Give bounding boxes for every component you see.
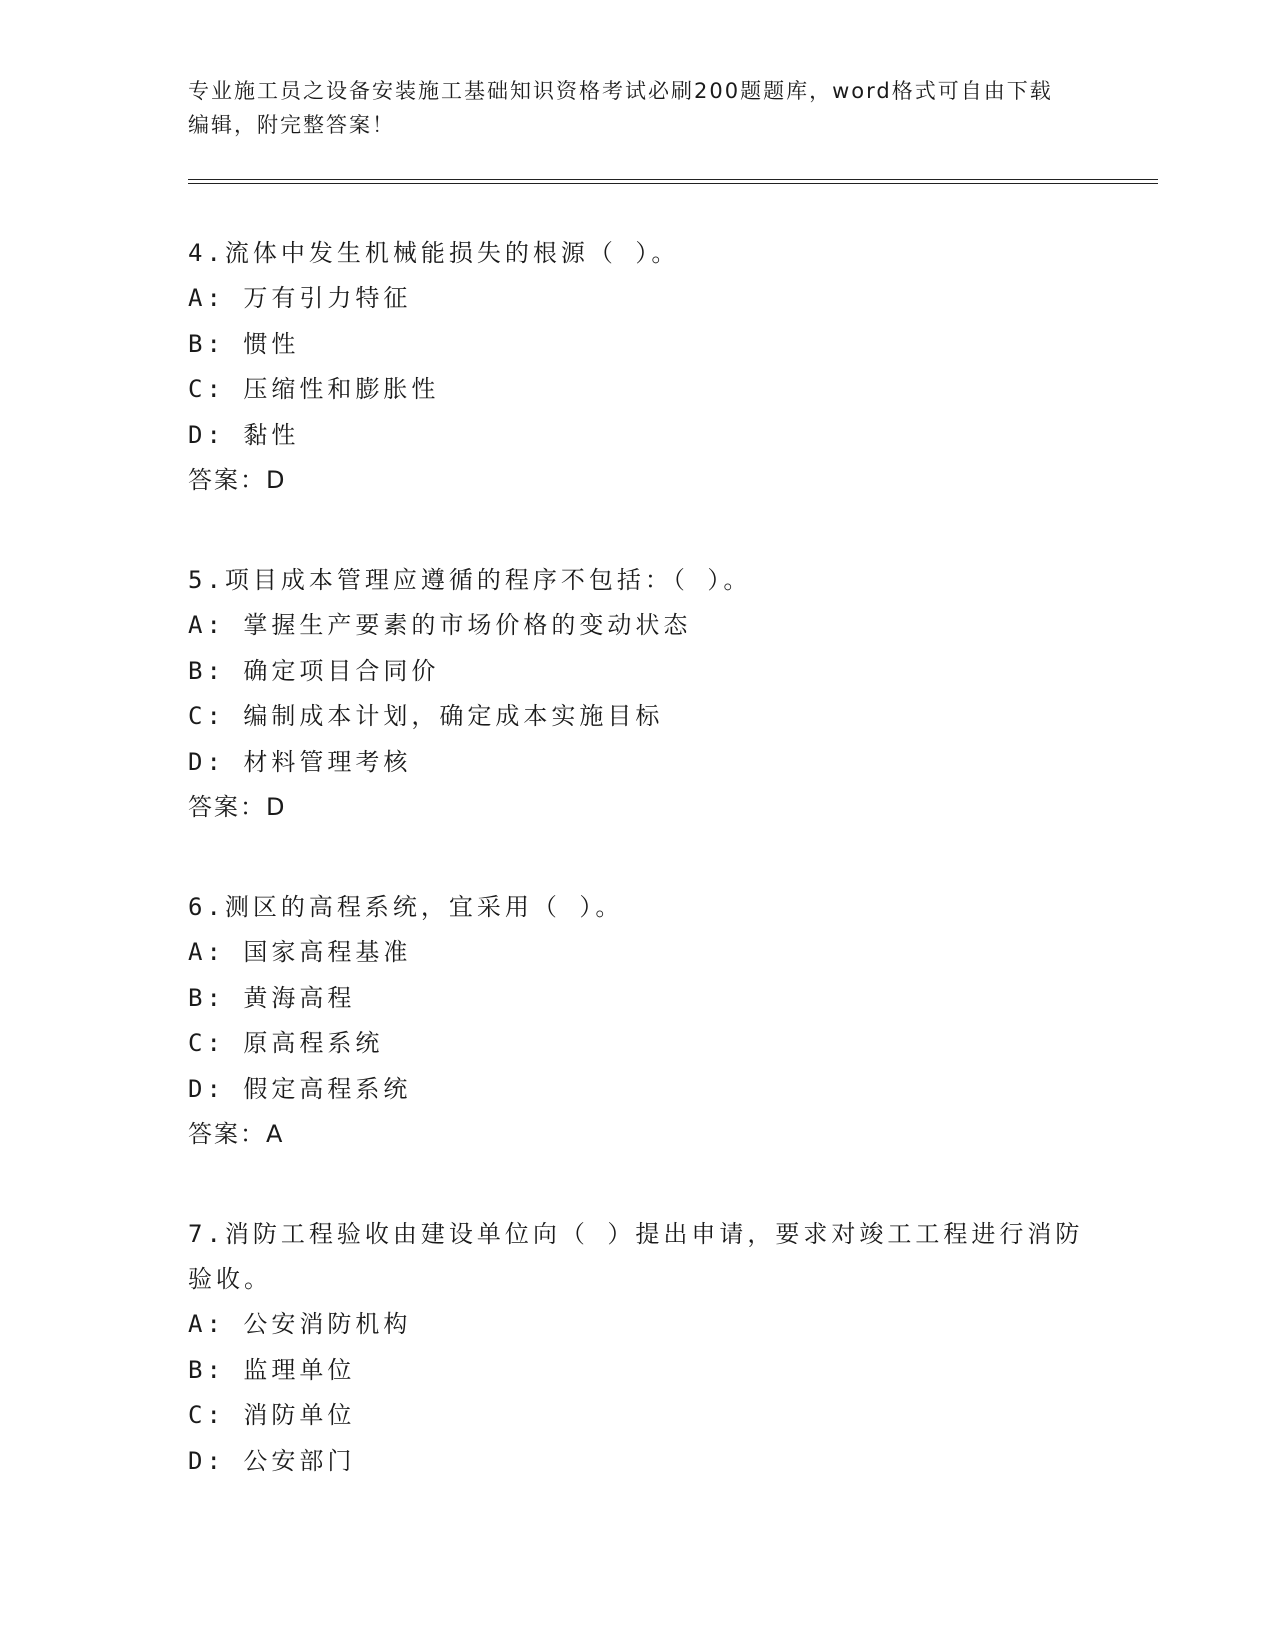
option-c: C: 消防单位 xyxy=(188,1401,356,1429)
option-d: D: 材料管理考核 xyxy=(188,747,412,776)
option-c: C: 压缩性和膨胀性 xyxy=(188,375,440,403)
answer-line: 答案：D xyxy=(188,466,287,494)
question-list xyxy=(188,231,1088,1539)
option-d: D: 黏性 xyxy=(188,420,300,449)
option-b: B: 确定项目合同价 xyxy=(188,656,440,685)
option-d: D: 公安部门 xyxy=(188,1446,356,1475)
option-a: A: 公安消防机构 xyxy=(188,1310,412,1338)
option-d: D: 假定高程系统 xyxy=(188,1074,412,1103)
document-header: 专业施工员之设备安装施工基础知识资格考试必刷200题题库，word格式可自由下载编辑，附完整答案！ xyxy=(188,79,1053,137)
question-item xyxy=(188,1212,1088,1484)
answer-line: 答案：A xyxy=(188,1120,285,1148)
question-item xyxy=(188,885,1088,1157)
question-stem: 4.流体中发生机械能损失的根源（ ）。 xyxy=(188,239,680,267)
answer-line: 答案：D xyxy=(188,793,287,821)
option-c: C: 原高程系统 xyxy=(188,1029,384,1057)
question-stem: 5.项目成本管理应遵循的程序不包括：（ ）。 xyxy=(188,566,752,594)
question-stem: 6.测区的高程系统，宜采用（ ）。 xyxy=(188,893,624,921)
option-b: B: 惯性 xyxy=(188,329,300,358)
option-b: B: 监理单位 xyxy=(188,1355,356,1384)
option-a: A: 掌握生产要素的市场价格的变动状态 xyxy=(188,611,692,639)
question-item xyxy=(188,231,1088,503)
header-divider xyxy=(188,179,1158,184)
option-a: A: 万有引力特征 xyxy=(188,284,412,312)
question-item xyxy=(188,558,1088,830)
option-c: C: 编制成本计划，确定成本实施目标 xyxy=(188,702,664,730)
option-a: A: 国家高程基准 xyxy=(188,938,412,966)
question-stem: 7.消防工程验收由建设单位向（ ）提出申请，要求对竣工工程进行消防验收。 xyxy=(188,1220,1084,1293)
option-b: B: 黄海高程 xyxy=(188,983,356,1012)
